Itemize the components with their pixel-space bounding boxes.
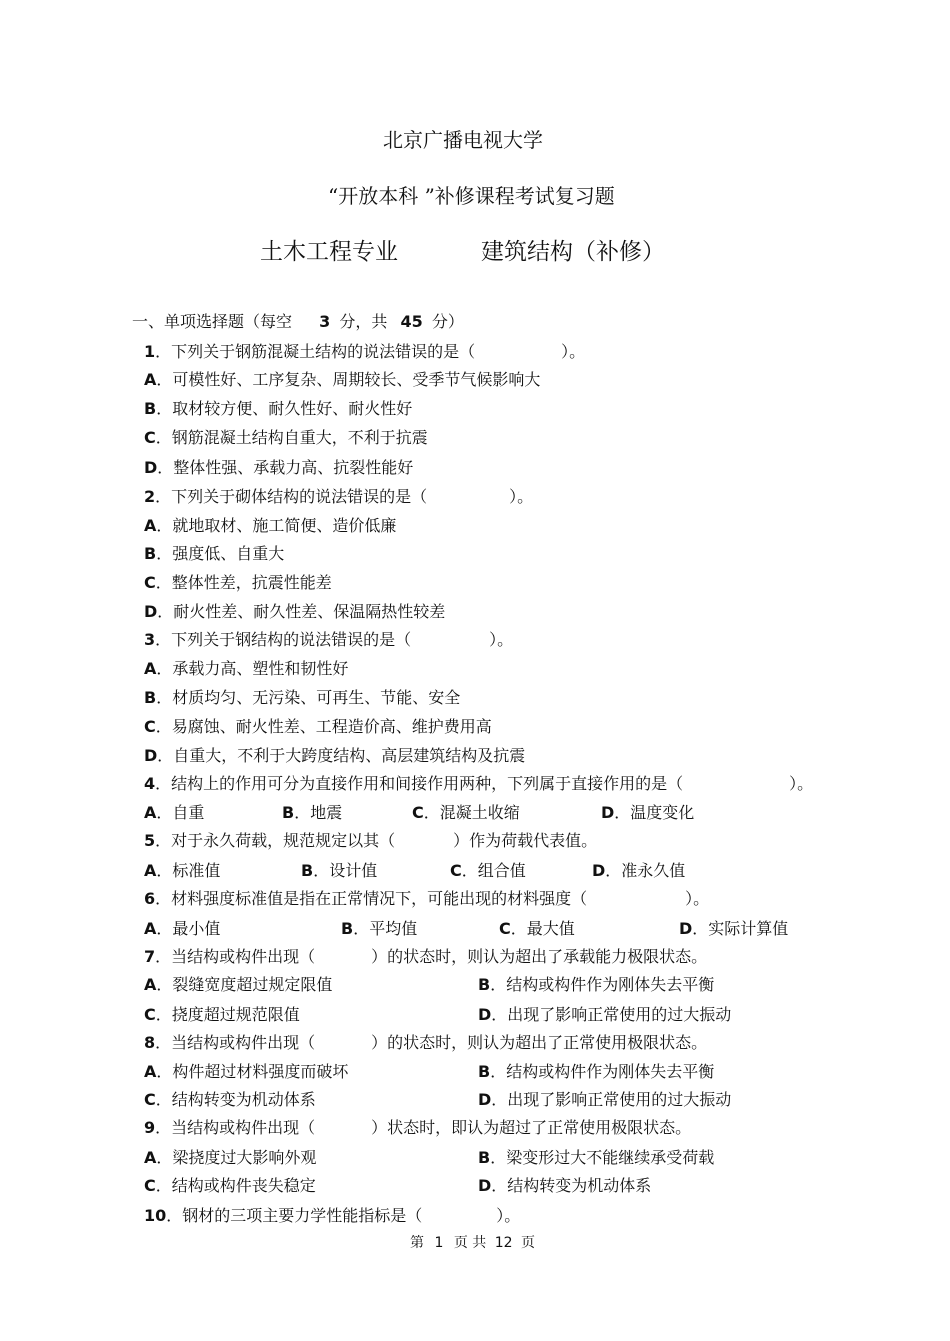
q2-option-d — [144, 599, 445, 622]
q9-option-d — [478, 1173, 651, 1196]
option-text: ．整体性差，抗震性能差 — [155, 573, 332, 592]
question-4 — [144, 771, 813, 794]
option-text: ．结构或构件作为刚体失去平衡 — [490, 1062, 715, 1081]
section-mid: 分，共 — [339, 312, 388, 331]
option-letter: B — [478, 1148, 491, 1167]
question-text: ．当结构或构件出现（ — [155, 1033, 316, 1052]
option-text: ．易腐蚀、耐火性差、工程造价高、维护费用高 — [155, 717, 492, 736]
option-letter: C — [144, 428, 156, 447]
option-letter: B — [144, 399, 157, 418]
question-number: 6 — [144, 889, 156, 908]
q8-option-b — [478, 1059, 714, 1082]
major-title: 土木工程专业 — [260, 239, 398, 265]
option-letter: B — [478, 1062, 491, 1081]
option-letter: D — [144, 458, 158, 477]
option-letter: A — [144, 516, 157, 535]
question-2 — [144, 484, 533, 507]
q9-option-b — [478, 1145, 714, 1168]
option-letter: C — [144, 1176, 156, 1195]
question-number: 5 — [144, 831, 156, 850]
option-letter: A — [144, 975, 157, 994]
question-text: ．材料强度标准值是指在正常情况下，可能出现的材料强度（ — [155, 889, 588, 908]
q5-option-d — [592, 858, 685, 881]
q4-option-a — [144, 800, 204, 823]
option-letter: D — [144, 602, 158, 621]
option-letter: C — [144, 573, 156, 592]
option-letter: D — [478, 1005, 492, 1024]
q5-option-b — [301, 858, 377, 881]
section-suffix: 分） — [431, 312, 464, 331]
question-number: 10 — [144, 1206, 167, 1225]
option-text: ．可模性好、工序复杂、周期较长、受季节气候影响大 — [156, 370, 541, 389]
question-number: 8 — [144, 1033, 156, 1052]
footer-mid: 页 共 — [453, 1235, 487, 1251]
option-letter: B — [282, 803, 295, 822]
question-end: ）状态时，即认为超过了正常使用极限状态。 — [371, 1118, 692, 1137]
question-end: ）。 — [489, 630, 514, 649]
q9-option-c — [144, 1173, 316, 1196]
q8-option-a — [144, 1059, 348, 1082]
option-letter: D — [478, 1176, 492, 1195]
question-text: ．下列关于钢筋混凝土结构的说法错误的是（ — [155, 342, 476, 361]
question-text: ．钢材的三项主要力学性能指标是（ — [166, 1206, 423, 1225]
q2-option-a — [144, 513, 396, 536]
option-text: ．挠度超过规范限值 — [155, 1005, 300, 1024]
option-letter: C — [450, 861, 462, 880]
option-letter: D — [601, 803, 615, 822]
option-letter: A — [144, 803, 157, 822]
q7-option-c — [144, 1002, 300, 1025]
option-text: ．准永久值 — [605, 861, 686, 880]
option-text: ．出现了影响正常使用的过大振动 — [491, 1005, 732, 1024]
option-letter: C — [144, 717, 156, 736]
option-letter: A — [144, 1062, 157, 1081]
option-text: ．平均值 — [353, 919, 418, 938]
q8-option-d — [478, 1087, 731, 1110]
option-text: ．出现了影响正常使用的过大振动 — [491, 1090, 732, 1109]
option-text: ．地震 — [294, 803, 343, 822]
q7-option-b — [478, 972, 714, 995]
question-number: 4 — [144, 774, 156, 793]
option-text: ．温度变化 — [614, 803, 695, 822]
option-letter: B — [301, 861, 314, 880]
question-number: 2 — [144, 487, 156, 506]
option-text: ．钢筋混凝土结构自重大，不利于抗震 — [155, 428, 428, 447]
q1-option-d — [144, 455, 413, 478]
q1-option-a — [144, 367, 540, 390]
option-letter: D — [478, 1090, 492, 1109]
option-letter: A — [144, 861, 157, 880]
question-5 — [144, 828, 597, 851]
option-text: ．标准值 — [156, 861, 221, 880]
question-end: ）的状态时，则认为超出了承载能力极限状态。 — [371, 947, 708, 966]
question-text: ．当结构或构件出现（ — [155, 1118, 316, 1137]
option-text: ．取材较方便、耐久性好、耐火性好 — [156, 399, 413, 418]
question-end: ）。 — [561, 342, 586, 361]
option-text: ．最大值 — [510, 919, 575, 938]
option-letter: A — [144, 919, 157, 938]
option-text: ．耐火性差、耐久性差、保温隔热性较差 — [157, 602, 446, 621]
q7-option-a — [144, 972, 332, 995]
question-6 — [144, 886, 709, 909]
option-letter: B — [144, 544, 157, 563]
q6-option-a — [144, 916, 220, 939]
q6-option-d — [679, 916, 788, 939]
option-text: ．设计值 — [313, 861, 378, 880]
option-text: ．结构转变为机动体系 — [491, 1176, 652, 1195]
question-number: 1 — [144, 342, 156, 361]
footer-post: 页 — [521, 1235, 536, 1251]
question-end: ）。 — [685, 889, 710, 908]
question-end: ）。 — [509, 487, 534, 506]
q3-option-c — [144, 714, 492, 737]
question-text: ．下列关于砌体结构的说法错误的是（ — [155, 487, 428, 506]
option-text: ．组合值 — [461, 861, 526, 880]
q6-option-c — [499, 916, 575, 939]
course-title: 建筑结构（补修） — [481, 239, 665, 265]
option-text: ．自重大，不利于大跨度结构、高层建筑结构及抗震 — [157, 746, 526, 765]
option-letter: D — [144, 746, 158, 765]
option-text: ．强度低、自重大 — [156, 544, 285, 563]
option-text: ．承载力高、塑性和韧性好 — [156, 659, 349, 678]
page-footer — [410, 1232, 535, 1252]
question-8 — [144, 1030, 707, 1053]
question-end: ）的状态时，则认为超出了正常使用极限状态。 — [371, 1033, 708, 1052]
q6-option-b — [341, 916, 417, 939]
q9-option-a — [144, 1145, 316, 1168]
section-total: 45 — [400, 312, 423, 331]
q4-option-b — [282, 800, 342, 823]
question-text: ．结构上的作用可分为直接作用和间接作用两种，下列属于直接作用的是（ — [155, 774, 684, 793]
section-prefix: 一、单项选择题（每空 — [132, 312, 293, 331]
footer-page-number: 1 — [434, 1235, 444, 1251]
option-text: ．材质均匀、无污染、可再生、节能、安全 — [156, 688, 461, 707]
question-number: 9 — [144, 1118, 156, 1137]
q3-option-b — [144, 685, 460, 708]
question-end: ）。 — [789, 774, 814, 793]
option-letter: C — [144, 1005, 156, 1024]
option-letter: A — [144, 659, 157, 678]
footer-pre: 第 — [410, 1235, 424, 1251]
q1-option-c — [144, 425, 428, 448]
option-letter: C — [499, 919, 511, 938]
question-number: 7 — [144, 947, 156, 966]
q7-option-d — [478, 1002, 731, 1025]
question-text: ．对于永久荷载，规范规定以其（ — [155, 831, 396, 850]
option-letter: B — [144, 688, 157, 707]
question-7 — [144, 944, 707, 967]
q1-option-b — [144, 396, 412, 419]
question-text: ．当结构或构件出现（ — [155, 947, 316, 966]
q3-option-a — [144, 656, 348, 679]
option-letter: D — [679, 919, 693, 938]
question-10 — [144, 1203, 520, 1226]
option-letter: C — [144, 1090, 156, 1109]
footer-total-pages: 12 — [494, 1235, 513, 1251]
q4-option-d — [601, 800, 694, 823]
option-text: ．构件超过材料强度而破坏 — [156, 1062, 349, 1081]
section-points: 3 — [319, 312, 331, 331]
option-text: ．梁变形过大不能继续承受荷载 — [490, 1148, 715, 1167]
option-text: ．混凝土收缩 — [423, 803, 520, 822]
q2-option-b — [144, 541, 284, 564]
option-letter: B — [478, 975, 491, 994]
q8-option-c — [144, 1087, 316, 1110]
question-text: ．下列关于钢结构的说法错误的是（ — [155, 630, 412, 649]
option-letter: C — [412, 803, 424, 822]
option-letter: D — [592, 861, 606, 880]
question-number: 3 — [144, 630, 156, 649]
option-text: ．最小值 — [156, 919, 221, 938]
question-1 — [144, 339, 585, 362]
q2-option-c — [144, 570, 332, 593]
option-text: ．实际计算值 — [692, 919, 789, 938]
option-text: ．裂缝宽度超过规定限值 — [156, 975, 333, 994]
question-end: ）。 — [496, 1206, 521, 1225]
q5-option-c — [450, 858, 526, 881]
question-9 — [144, 1115, 691, 1138]
option-text: ．结构转变为机动体系 — [155, 1090, 316, 1109]
option-text: ．梁挠度过大影响外观 — [156, 1148, 317, 1167]
question-end: ）作为荷载代表值。 — [453, 831, 598, 850]
option-letter: A — [144, 370, 157, 389]
option-text: ．就地取材、施工简便、造价低廉 — [156, 516, 397, 535]
q4-option-c — [412, 800, 520, 823]
option-letter: A — [144, 1148, 157, 1167]
exam-subtitle: “开放本科 ”补修课程考试复习题 — [328, 184, 615, 208]
option-letter: B — [341, 919, 354, 938]
option-text: ．结构或构件作为刚体失去平衡 — [490, 975, 715, 994]
question-3 — [144, 627, 513, 650]
section-heading — [132, 309, 464, 332]
option-text: ．结构或构件丧失稳定 — [155, 1176, 316, 1195]
university-title: 北京广播电视大学 — [383, 128, 543, 152]
q5-option-a — [144, 858, 220, 881]
q3-option-d — [144, 743, 525, 766]
option-text: ．整体性强、承载力高、抗裂性能好 — [157, 458, 414, 477]
option-text: ．自重 — [156, 803, 205, 822]
